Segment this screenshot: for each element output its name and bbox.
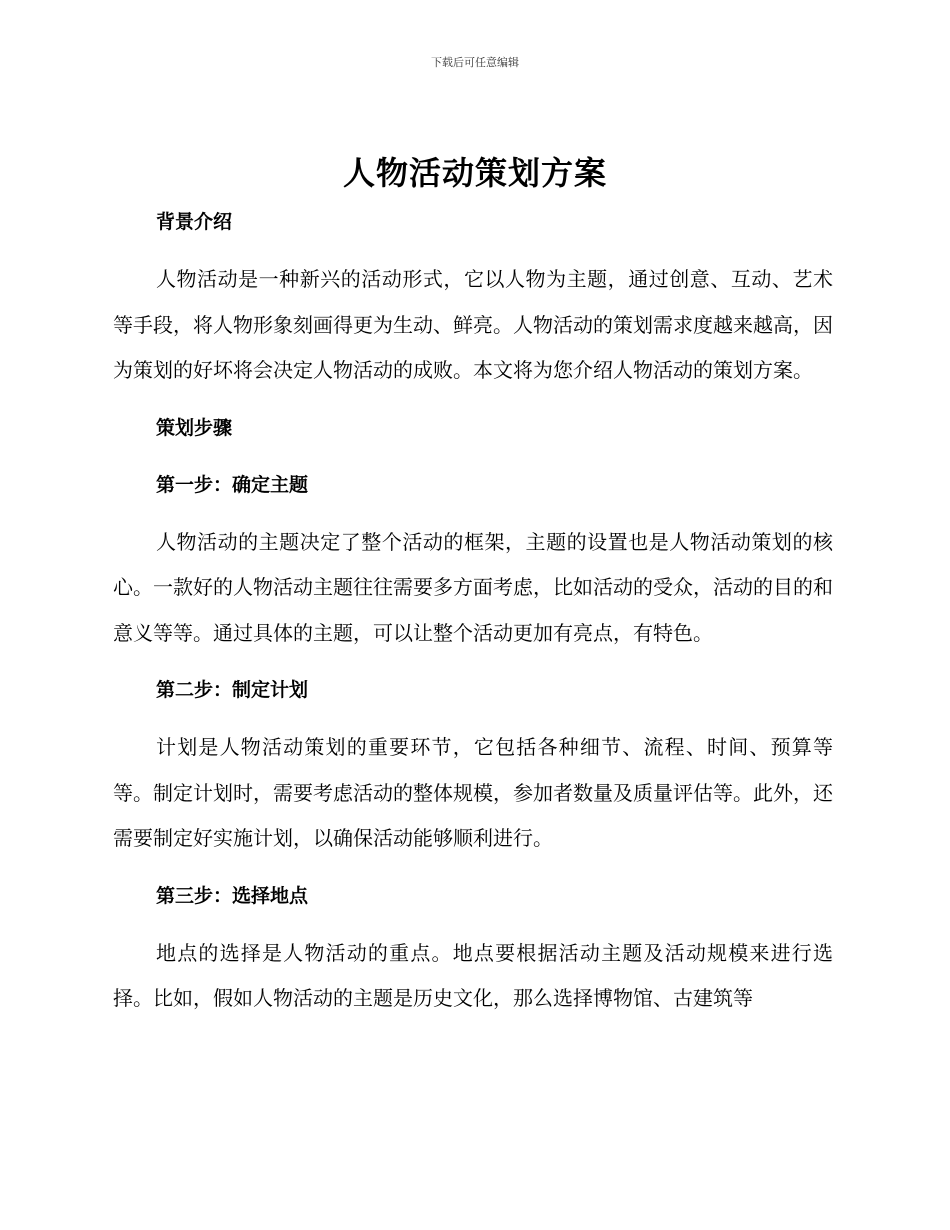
paragraph-step2: 计划是人物活动策划的重要环节，它包括各种细节、流程、时间、预算等等。制定计划时，需要考虑活动的整体规模，参加者数量及质量评估等。此外，还需要制定好实施计划，以确保活动能够顺利进行。 [113,735,833,850]
paragraph-step1: 人物活动的主题决定了整个活动的框架，主题的设置也是人物活动策划的核心。一款好的人物活动主题往往需要多方面考虑，比如活动的受众，活动的目的和意义等等。通过具体的主题，可以让整个活动更加有亮点，有特色。 [113,529,833,645]
header-note: 下载后可任意编辑 [431,56,519,69]
step2-heading: 第二步：制定计划 [156,679,309,701]
section-heading-background: 背景介绍 [156,211,233,233]
section-heading-steps: 策划步骤 [156,416,233,439]
document-body [113,200,833,1022]
step1-heading: 第一步：确定主题 [156,473,309,496]
document-title: 人物活动策划方案 [342,154,607,192]
step3-heading: 第三步：选择地点 [156,884,309,907]
paragraph-step3: 地点的选择是人物活动的重点。地点要根据活动主题及活动规模来进行选择。比如，假如人物活动的主题是历史文化，那么选择博物馆、古建筑等 [113,940,833,1010]
paragraph-background: 人物活动是一种新兴的活动形式，它以人物为主题，通过创意、互动、艺术等手段，将人物形象刻画得更为生动、鲜亮。人物活动的策划需求度越来越高，因为策划的好坏将会决定人物活动的成败。本文将为您介绍人物活动的策划方案。 [113,267,833,382]
